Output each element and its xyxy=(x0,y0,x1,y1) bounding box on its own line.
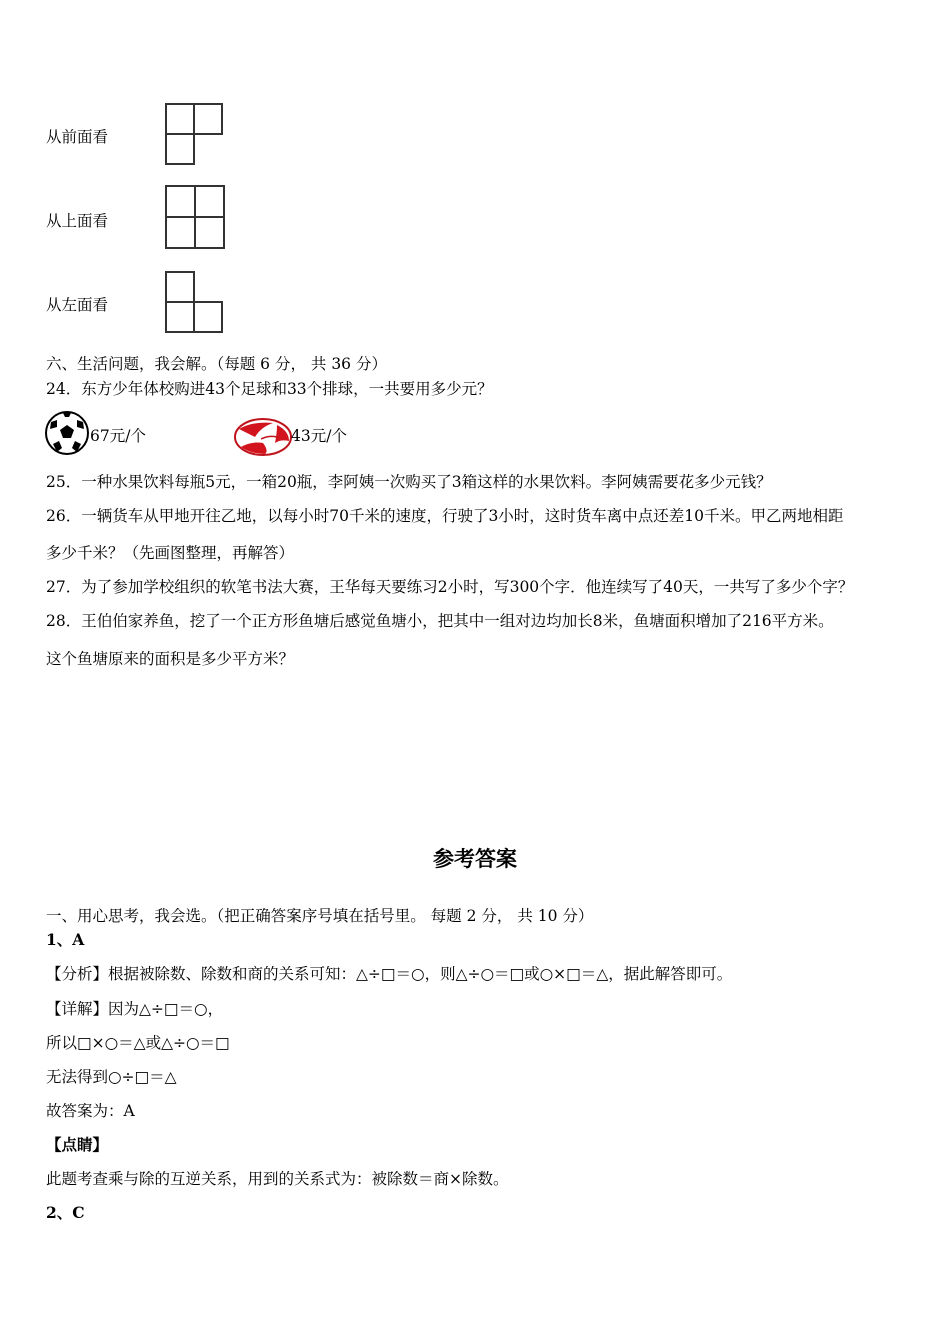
answer-1-conclusion: 故答案为：A xyxy=(46,1102,135,1120)
left-view-figure-icon xyxy=(160,268,226,336)
question-24: 24．东方少年体校购进43个足球和33个排球，一共要用多少元？ xyxy=(46,380,493,398)
question-28-line2: 这个鱼塘原来的面积是多少平方米？ xyxy=(46,650,295,668)
answer-1-detail: 【详解】因为△÷□＝○， xyxy=(46,1000,224,1018)
answers-section1-heading: 一、用心思考，我会选。（把正确答案序号填在括号里。 每题 2 分， 共 10 分） xyxy=(46,907,594,925)
left-view-label: 从左面看 xyxy=(46,296,109,314)
top-view-figure-icon xyxy=(160,182,230,252)
question-25: 25．一种水果饮料每瓶5元，一箱20瓶，李阿姨一次购买了3箱这样的水果饮料。李阿姨需要花多少元钱？ xyxy=(46,473,772,491)
volleyball-icon xyxy=(233,417,293,457)
answer-1-cannot: 无法得到○÷□＝△ xyxy=(46,1068,177,1086)
front-view-label: 从前面看 xyxy=(46,128,109,146)
answer-2: 2、C xyxy=(46,1203,85,1222)
answer-1-analysis: 【分析】根据被除数、除数和商的关系可知：△÷□＝○，则△÷○＝□或○×□＝△，据此解答即可。 xyxy=(46,965,733,983)
football-price: 67元/个 xyxy=(90,427,146,445)
answer-1-so: 所以□×○＝△或△÷○＝□ xyxy=(46,1034,230,1052)
answer-1: 1、A xyxy=(46,930,85,949)
question-28-line1: 28．王伯伯家养鱼，挖了一个正方形鱼塘后感觉鱼塘小，把其中一组对边均加长8米，鱼塘面积增加了216平方米。 xyxy=(46,612,834,630)
question-26-line1: 26．一辆货车从甲地开往乙地，以每小时70千米的速度，行驶了3小时，这时货车离中点还差10千米。甲乙两地相距 xyxy=(46,507,844,525)
answers-title: 参考答案 xyxy=(433,847,517,871)
top-view-label: 从上面看 xyxy=(46,212,109,230)
question-26-line2: 多少千米？（先画图整理，再解答） xyxy=(46,544,295,562)
football-icon xyxy=(43,410,91,456)
front-view-figure-icon xyxy=(160,100,226,168)
section6-heading: 六、生活问题，我会解。（每题 6 分， 共 36 分） xyxy=(46,355,387,373)
volleyball-price: 43元/个 xyxy=(291,427,347,445)
question-27: 27．为了参加学校组织的软笔书法大赛，王华每天要练习2小时，写300个字．他连续写了40天，一共写了多少个字？ xyxy=(46,578,854,596)
answer-1-comment: 此题考查乘与除的互逆关系，用到的关系式为：被除数＝商×除数。 xyxy=(46,1170,509,1188)
answer-1-comment-label: 【点睛】 xyxy=(46,1135,109,1154)
